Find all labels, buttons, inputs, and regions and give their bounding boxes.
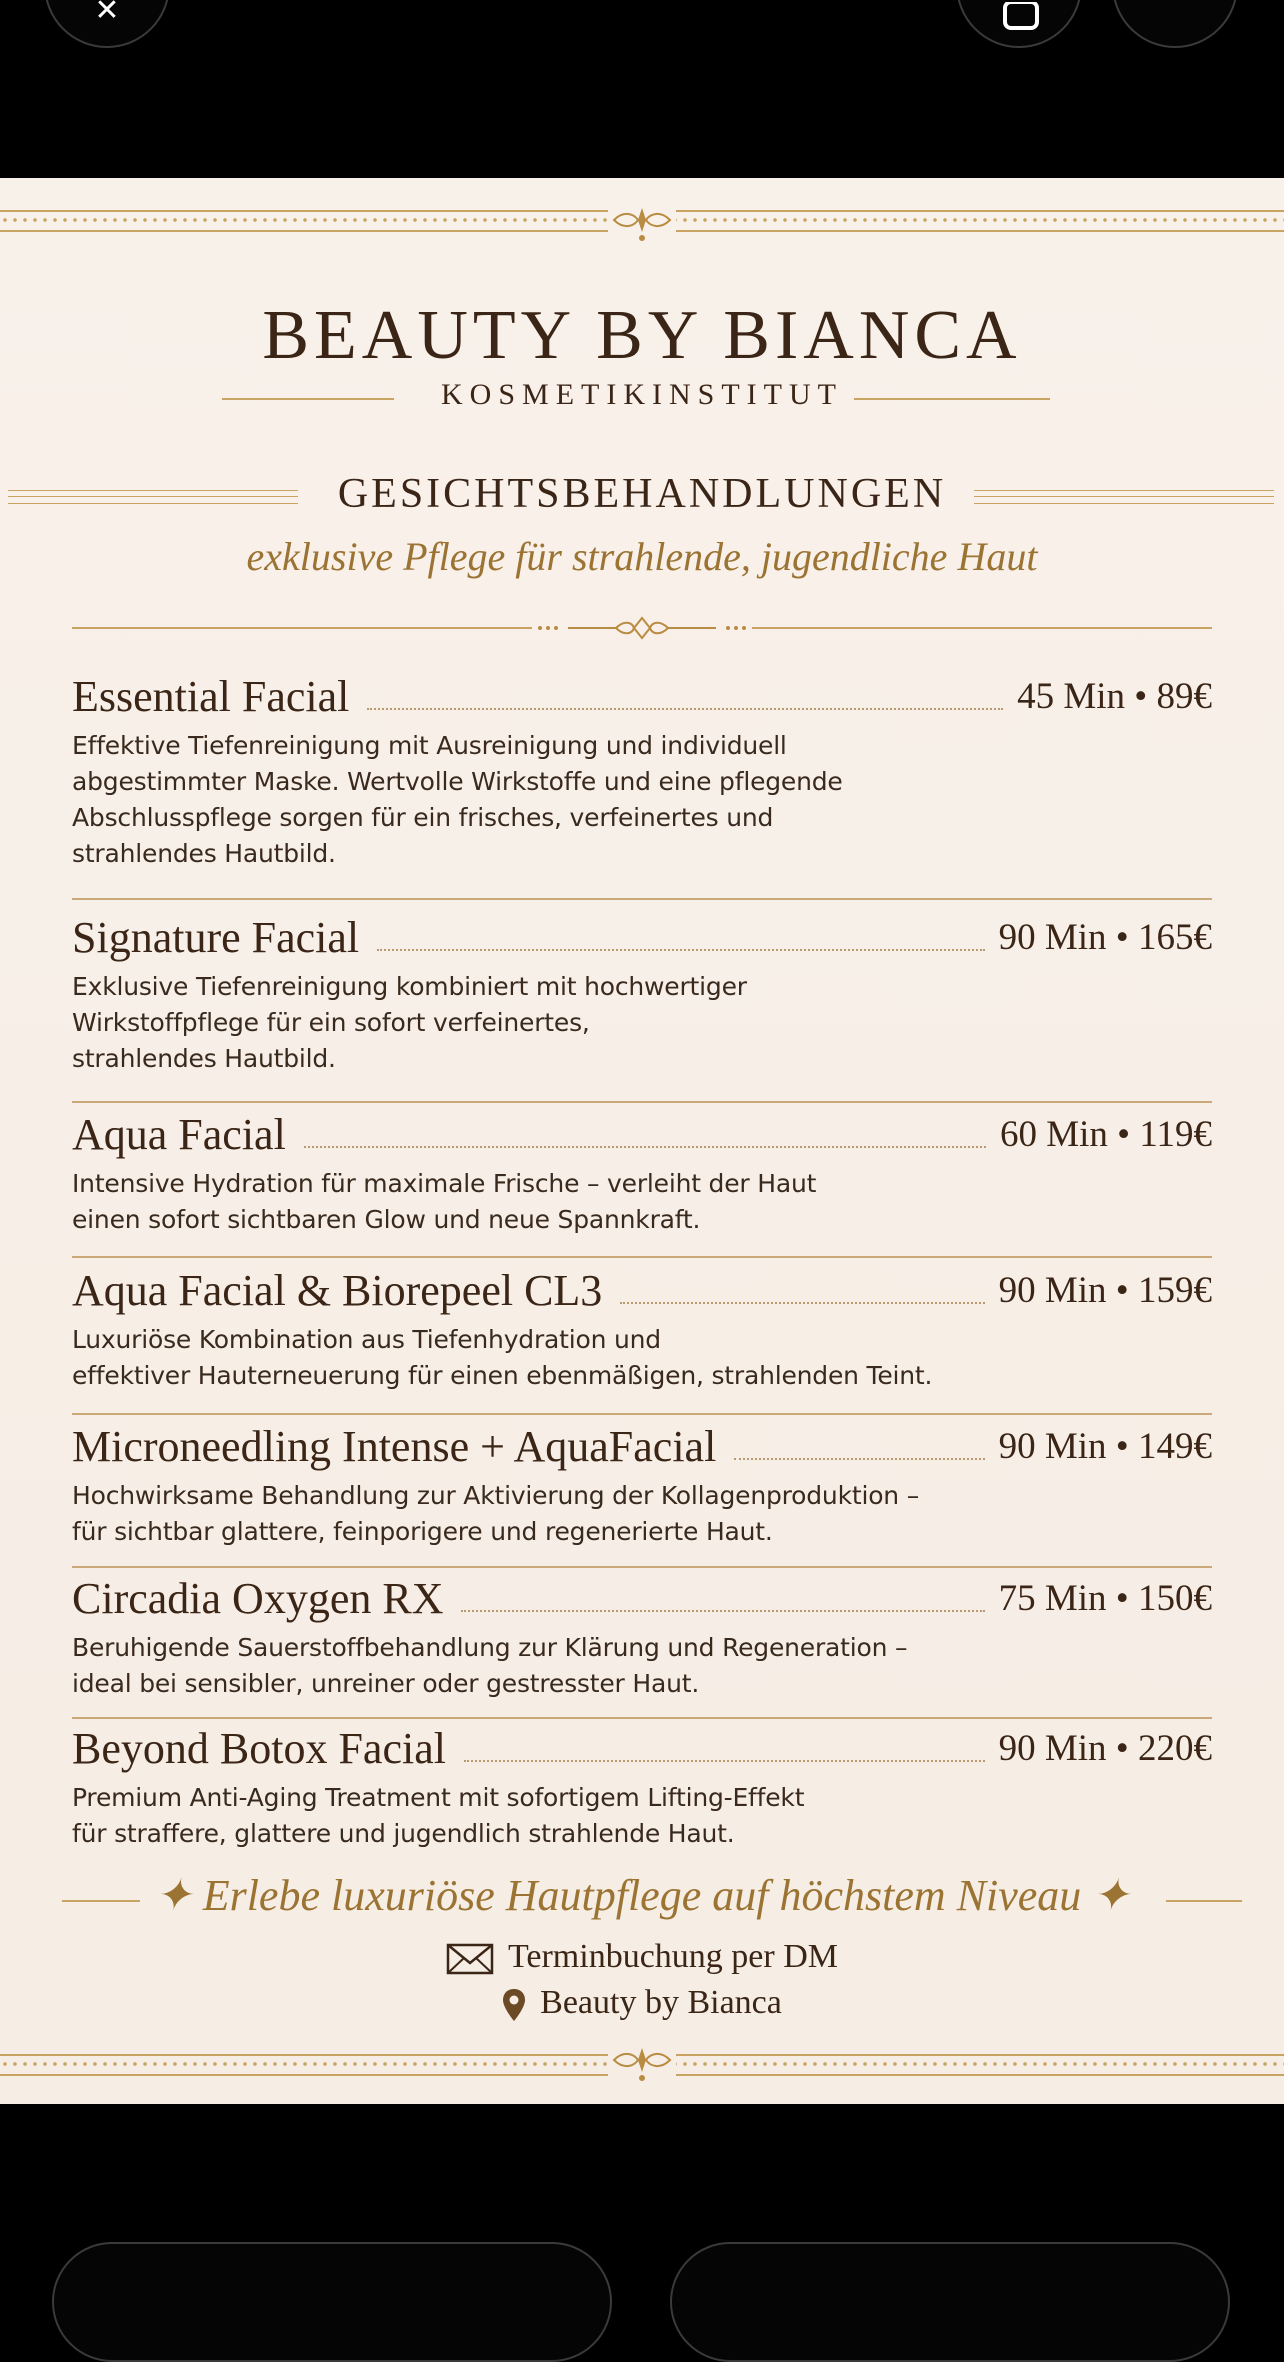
more-button[interactable] [1112, 0, 1238, 48]
treatment-duration-price: 75 Min • 150€ [998, 1578, 1212, 1619]
subbrand-title: KOSMETIKINSTITUT [441, 378, 843, 411]
footer-slogan: ✦ Erlebe luxuriöse Hautpflege auf höchstem Niveau ✦ [154, 1871, 1130, 1920]
section-rule-right [974, 490, 1274, 504]
tagline: exklusive Pflege für strahlende, jugendliche Haut [246, 534, 1038, 579]
treatment-item [72, 1422, 1212, 1550]
item-divider [72, 1101, 1212, 1103]
treatment-name: Essential Facial [72, 672, 350, 721]
treatment-description: Intensive Hydration für maximale Frische – verleiht der Haut einen sofort sichtbaren Glow und neue Spannkraft. [72, 1169, 817, 1234]
dotted-leader [367, 708, 1003, 710]
contact-dm [0, 1938, 1284, 1976]
subbrand-row [0, 378, 1284, 418]
bottom-action-pill-left[interactable] [52, 2242, 612, 2362]
envelope-icon [446, 1943, 494, 1975]
item-divider [72, 1413, 1212, 1415]
ornament-divider-icon [72, 616, 1212, 640]
treatment-description: Luxuriöse Kombination aus Tiefenhydration und effektiver Hauterneuerung für einen ebenmäßigen, strahlenden Teint. [72, 1325, 933, 1390]
location-pin-icon [502, 1988, 526, 2022]
treatment-item [72, 913, 1212, 1077]
treatment-item [72, 1110, 1212, 1238]
treatment-name: Aqua Facial & Biorepeel CL3 [72, 1266, 603, 1315]
treatment-duration-price: 90 Min • 220€ [998, 1728, 1212, 1769]
treatment-item [72, 1574, 1212, 1702]
treatment-item [72, 1266, 1212, 1394]
treatment-name: Beyond Botox Facial [72, 1724, 446, 1773]
dotted-leader [304, 1146, 986, 1148]
treatment-name: Circadia Oxygen RX [72, 1574, 444, 1623]
treatment-duration-price: 90 Min • 159€ [998, 1270, 1212, 1311]
brand-title: BEAUTY BY BIANCA [262, 297, 1022, 374]
treatment-item [72, 672, 1212, 872]
treatment-description: Effektive Tiefenreinigung mit Ausreinigung und individuell abgestimmter Maske. Wertvolle Wirkstoffe und eine pflegende Abschlusspflege sorgen für ein frisches, verfeinertes und strahlendes Hautbild. [72, 731, 843, 868]
subbrand-line-right [854, 398, 1050, 400]
item-divider [72, 1256, 1212, 1258]
item-divider [72, 1566, 1212, 1568]
dotted-leader [620, 1302, 984, 1304]
bottom-flourish-icon [608, 2044, 676, 2084]
contact-dm-text: Terminbuchung per DM [508, 1938, 838, 1975]
treatment-description: Premium Anti-Aging Treatment mit sofortigem Lifting-Effekt für straffere, glattere und jugendlich strahlende Haut. [72, 1783, 805, 1848]
treatment-duration-price: 45 Min • 89€ [1017, 676, 1212, 717]
contact-location [0, 1984, 1284, 2022]
treatment-duration-price: 60 Min • 119€ [999, 1114, 1212, 1155]
footer-slogan-row [0, 1870, 1284, 1930]
dotted-leader [734, 1458, 984, 1460]
contact-location-text: Beauty by Bianca [540, 1984, 782, 2021]
section-heading-row [0, 470, 1284, 530]
top-flourish-icon [608, 204, 676, 244]
footer-line-right [1166, 1900, 1242, 1902]
treatment-menu-poster [0, 178, 1284, 2104]
treatment-description: Exklusive Tiefenreinigung kombiniert mit hochwertiger Wirkstoffpflege für ein sofort verfeinertes, strahlendes Hautbild. [72, 972, 747, 1073]
treatment-duration-price: 90 Min • 149€ [998, 1426, 1212, 1467]
section-title: GESICHTSBEHANDLUNGEN [337, 471, 947, 517]
treatment-name: Aqua Facial [72, 1110, 286, 1159]
treatment-name: Signature Facial [72, 913, 360, 962]
treatment-item [72, 1724, 1212, 1852]
item-divider [72, 1717, 1212, 1719]
dotted-leader [464, 1760, 985, 1762]
share-button[interactable] [956, 0, 1082, 48]
close-button[interactable] [44, 0, 170, 48]
treatment-description: Beruhigende Sauerstoffbehandlung zur Klärung und Regeneration – ideal bei sensibler, unreiner oder gestresster Haut. [72, 1633, 908, 1698]
bottom-action-pill-right[interactable] [670, 2242, 1230, 2362]
treatment-description: Hochwirksame Behandlung zur Aktivierung der Kollagenproduktion – für sichtbar glattere, feinporigere und regenerierte Haut. [72, 1481, 919, 1546]
item-divider [72, 898, 1212, 900]
dotted-leader [461, 1610, 984, 1612]
treatment-name: Microneedling Intense + AquaFacial [72, 1422, 717, 1471]
close-icon: ✕ [94, 0, 120, 28]
treatment-duration-price: 90 Min • 165€ [998, 917, 1212, 958]
dotted-leader [377, 949, 984, 951]
share-icon [1001, 2, 1041, 32]
